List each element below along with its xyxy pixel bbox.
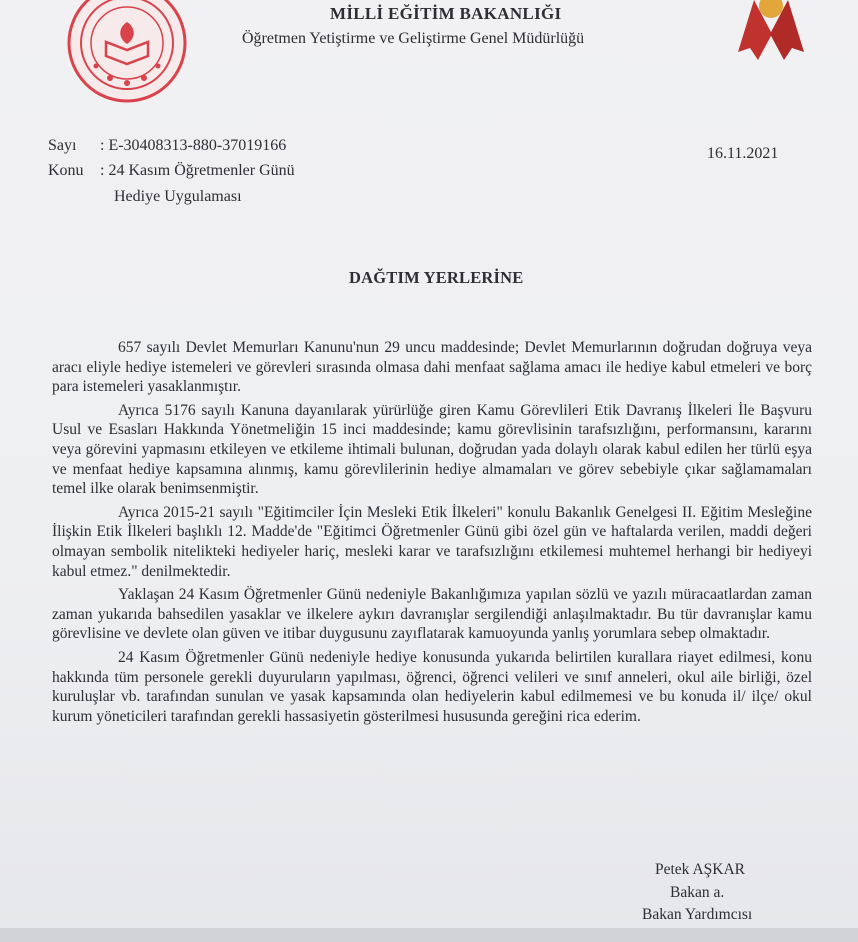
signatory-title: Bakan Yardımcısı — [642, 906, 753, 923]
konu-value-line1: : 24 Kasım Öğretmenler Günü — [100, 162, 295, 179]
page-bottom-edge — [0, 928, 858, 942]
paragraph: Ayrıca 2015-21 sayılı "Eğitimciler İçin Mesleki Etik İlkeleri" konulu Bakanlık Genelgesi II. Eğitim Mesleğine İlişkin Etik İlkeleri başlıklı 12. Madde'de "Eğitimci Öğretmenler Günü gibi özel gün ve haftalarda verilen, maddi değeri olmayan sembolik nitelikteki hediyeler hariç, mesleki karar ve tarafsızlığını etkilemesi muhtemel herhangi bir hediyeyi kabul etmez." denilmektedir. — [52, 503, 812, 580]
paragraph: 657 sayılı Devlet Memurları Kanunu'nun 29 uncu maddesinde; Devlet Memurlarının doğrudan doğruya veya aracı eliyle hediye istemeleri ve görevleri sırasında olmasa dahi menfaat sağlama amacı ile hediye kabul etmeleri ve borç para istemeleri yasaklanmıştır. — [52, 339, 812, 396]
signatory-name: Petek AŞKAR — [655, 861, 745, 878]
ministry-title: MİLLİ EĞİTİM BAKANLIĞI — [330, 4, 562, 23]
paragraph: 24 Kasım Öğretmenler Günü nedeniyle hediye konusunda yukarıda belirtilen kurallara riayet edilmesi, konu hakkında tüm personele gerekli duyuruların yapılması, öğrenci, öğrenci velileri ve sınıf anneleri, okul aile birliği, özel kuruluşlar vb. tarafından sunulan ve yasak kapsamında olan hediyelerin kabul edilmemesi ve bu konuda il/ ilçe/ okul kurum yöneticileri tarafından gerekli hassasiyetin gösterilmesi hususunda gereğini rica ederim. — [52, 648, 812, 725]
award-ribbon-icon — [736, 0, 806, 64]
sayi-value: : E-30408313-880-37019166 — [100, 137, 287, 154]
directorate-title: Öğretmen Yetiştirme ve Geliştirme Genel Müdürlüğü — [242, 30, 585, 47]
konu-value-line2: Hediye Uygulaması — [114, 188, 242, 205]
signatory-line2: Bakan a. — [670, 884, 725, 901]
paragraph: Yaklaşan 24 Kasım Öğretmenler Günü nedeniyle Bakanlığımıza yapılan sözlü ve yazılı müracaatlardan zaman zaman yukarıda bahsedilen yasaklar ve ilkelere aykırı davranışlar sergilendiği anlaşılmaktadır. Bu tür davranışlar kamu görevlisine ve devlete olan güven ve itibar duygusunu zayıflatarak kamuoyunda yanlış yorumlara sebep olmaktadır. — [52, 586, 812, 643]
ministry-seal-logo — [66, 0, 188, 104]
sayi-label: Sayı — [48, 137, 77, 154]
paragraph: Ayrıca 5176 sayılı Kanuna dayanılarak yürürlüğe giren Kamu Görevlileri Etik Davranış İlkeleri İle Başvuru Usul ve Esasları Hakkında Yönetmeliğin 15 inci maddesinde; kamu görevlisinin tarafsızlığını, performansını, kararını veya görevini yapmasını etkileyen ve etkileme ihtimali bulunan, doğrudan yada dolaylı olarak kabul edilen her türlü eşya ve menfaat hediye kapsamına alınmış, kamu görevlilerinin hediye almamaları ve görev sebebiyle çıkar sağlamamaları temel ilke olarak benimsenmiştir. — [52, 401, 812, 498]
addressee-heading: DAĞTIM YERLERİNE — [349, 268, 524, 287]
konu-label: Konu — [48, 162, 84, 179]
document-date: 16.11.2021 — [707, 145, 779, 162]
letter-body — [52, 338, 812, 730]
